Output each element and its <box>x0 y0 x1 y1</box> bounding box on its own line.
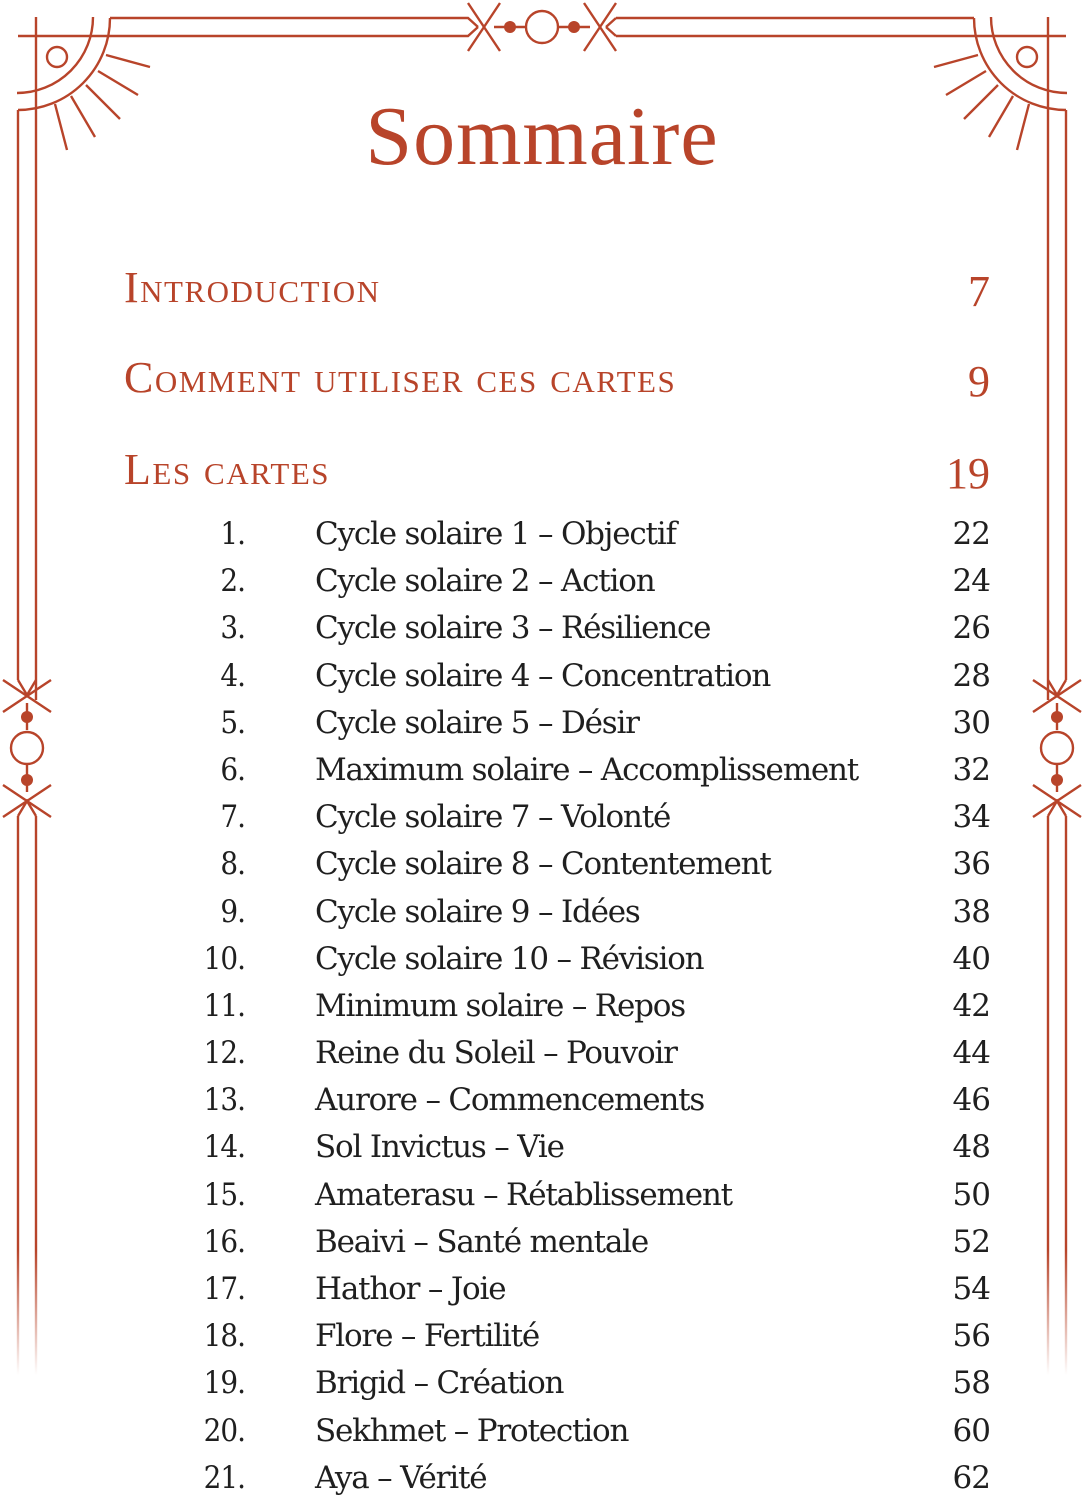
entry-page: 42 <box>952 987 990 1024</box>
entry-page: 34 <box>952 799 990 836</box>
entry-number: 13. <box>203 1082 245 1119</box>
section-label: Les cartes <box>124 445 331 494</box>
entry-page: 52 <box>952 1223 990 1260</box>
entry-title: Hathor – Joie <box>315 1271 506 1307</box>
entry-page: 26 <box>952 610 990 647</box>
entry-number: 9. <box>220 893 245 930</box>
entry-title: Amaterasu – Rétablissement <box>315 1176 732 1213</box>
top-medallion <box>504 11 580 43</box>
toc-section-introduction[interactable] <box>124 262 990 322</box>
page-title: Sommaire <box>365 90 719 183</box>
toc-entry[interactable] <box>190 604 990 651</box>
entry-number: 18. <box>203 1318 245 1355</box>
entry-number: 11. <box>203 987 245 1024</box>
toc-entry[interactable] <box>190 1454 990 1501</box>
entry-title: Maximum solaire – Accomplissement <box>315 751 859 788</box>
toc-entry[interactable] <box>190 1407 990 1454</box>
toc-entry[interactable] <box>190 557 990 604</box>
entry-page: 62 <box>952 1459 990 1496</box>
toc-entry[interactable] <box>190 1171 990 1218</box>
entry-page: 56 <box>952 1318 990 1355</box>
entry-title: Cycle solaire 8 – Contentement <box>315 846 771 883</box>
entry-title: Aya – Vérité <box>315 1459 487 1496</box>
entry-page: 54 <box>952 1271 990 1307</box>
entry-number: 5. <box>220 704 245 741</box>
entry-number: 19. <box>203 1365 245 1402</box>
toc-section-cards[interactable] <box>124 444 990 504</box>
entry-page: 28 <box>952 657 990 694</box>
toc-entries-list <box>190 510 990 1501</box>
entry-number: 20. <box>203 1412 245 1449</box>
entry-page: 44 <box>952 1035 990 1072</box>
toc-entry[interactable] <box>190 982 990 1029</box>
side-ornament-left <box>3 680 51 1250</box>
entry-number: 10. <box>203 940 245 977</box>
section-page: 7 <box>968 267 990 316</box>
toc-entry[interactable] <box>190 888 990 935</box>
entry-page: 22 <box>952 516 990 552</box>
entry-title: Beaivi – Santé mentale <box>315 1223 649 1260</box>
toc-entry[interactable] <box>190 652 990 699</box>
entry-title: Reine du Soleil – Pouvoir <box>315 1035 677 1072</box>
entry-title: Cycle solaire 2 – Action <box>315 563 655 600</box>
toc-entry[interactable] <box>190 1029 990 1076</box>
entry-page: 46 <box>952 1082 990 1119</box>
entry-number: 15. <box>203 1176 245 1213</box>
entry-number: 1. <box>220 516 245 552</box>
entry-page: 24 <box>952 563 990 600</box>
toc-entry[interactable] <box>190 510 990 557</box>
entry-page: 58 <box>952 1365 990 1402</box>
entry-page: 38 <box>952 893 990 930</box>
entry-title: Flore – Fertilité <box>315 1318 540 1355</box>
side-ornament-right <box>1033 680 1081 1250</box>
entry-number: 16. <box>203 1223 245 1260</box>
section-page: 9 <box>968 357 990 406</box>
entry-page: 30 <box>952 704 990 741</box>
toc-entry[interactable] <box>190 1218 990 1265</box>
entry-page: 48 <box>952 1129 990 1166</box>
entry-page: 60 <box>952 1412 990 1449</box>
entry-title: Cycle solaire 3 – Résilience <box>315 610 711 647</box>
toc-entry[interactable] <box>190 840 990 887</box>
entry-title: Aurore – Commencements <box>315 1082 705 1119</box>
entry-number: 12. <box>203 1035 245 1072</box>
section-label: Comment utiliser ces cartes <box>124 353 677 402</box>
entry-title: Brigid – Création <box>315 1365 564 1402</box>
entry-number: 3. <box>220 610 245 647</box>
toc-entry[interactable] <box>190 699 990 746</box>
entry-title: Cycle solaire 10 – Révision <box>315 940 704 977</box>
entry-title: Cycle solaire 7 – Volonté <box>315 799 671 836</box>
entry-number: 4. <box>220 657 245 694</box>
entry-title: Cycle solaire 4 – Concentration <box>315 657 771 694</box>
entry-page: 40 <box>952 940 990 977</box>
entry-title: Sol Invictus – Vie <box>315 1129 564 1166</box>
entry-page: 50 <box>952 1176 990 1213</box>
entry-number: 14. <box>203 1129 245 1166</box>
entry-title: Cycle solaire 5 – Désir <box>315 704 639 741</box>
toc-section-usage[interactable] <box>124 352 990 412</box>
toc-entry[interactable] <box>190 1076 990 1123</box>
toc-entry[interactable] <box>190 793 990 840</box>
entry-title: Cycle solaire 1 – Objectif <box>315 516 676 552</box>
toc-entry[interactable] <box>190 1123 990 1170</box>
toc-entry[interactable] <box>190 1265 990 1312</box>
section-label: Introduction <box>124 263 381 312</box>
entry-title: Cycle solaire 9 – Idées <box>315 893 640 930</box>
entry-title: Minimum solaire – Repos <box>315 987 685 1024</box>
toc-entry[interactable] <box>190 935 990 982</box>
entry-number: 17. <box>203 1271 245 1307</box>
toc-entry[interactable] <box>190 1312 990 1359</box>
entry-page: 36 <box>952 846 990 883</box>
entry-number: 21. <box>203 1459 245 1496</box>
entry-number: 8. <box>220 846 245 883</box>
entry-title: Sekhmet – Protection <box>315 1412 629 1449</box>
entry-number: 7. <box>220 799 245 836</box>
entry-number: 6. <box>220 751 245 788</box>
toc-entry[interactable] <box>190 746 990 793</box>
section-page: 19 <box>946 449 990 498</box>
toc-entry[interactable] <box>190 1359 990 1406</box>
entry-page: 32 <box>952 751 990 788</box>
entry-number: 2. <box>220 563 245 600</box>
